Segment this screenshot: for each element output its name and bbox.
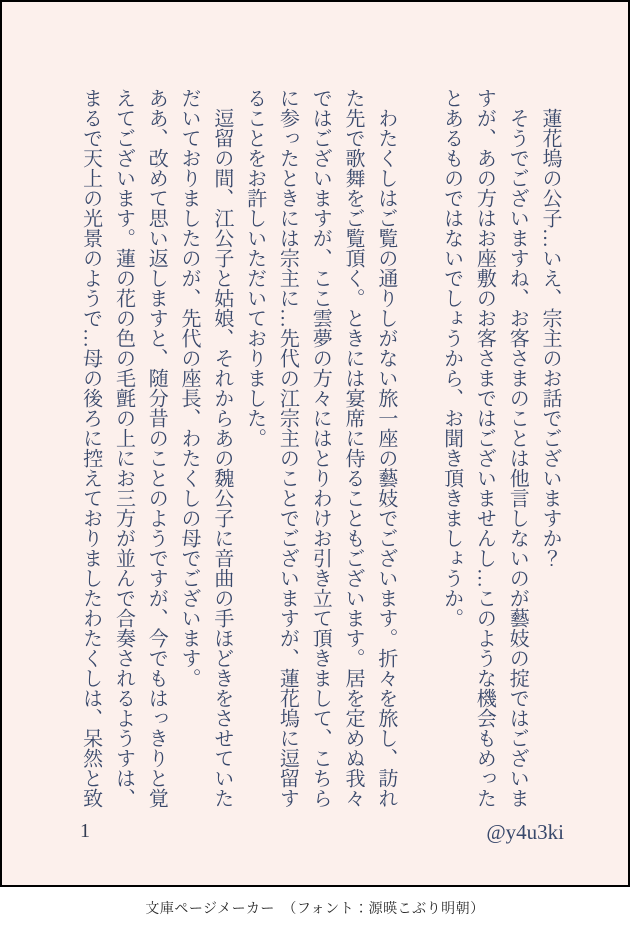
paragraph-5: ああ、改めて思い返しますと、随分昔のことのようですが、今でもはっきりと覚えてございます。蓮の花の色の毛氈の上にお三方が並んで合奏されるようすは、まるで天上の光景のようで…母の後ろに控えておりましたわたくしは、呆然と致 [79, 88, 168, 808]
generator-caption: 文庫ページメーカー （フォント：源暎こぶり明朝） [145, 901, 485, 917]
paragraph-1: 蓮花塢の公子…いえ、宗主のお話でございますか？ [539, 108, 561, 568]
paragraph-2: そうでございますね、お客さまのことは他言しないのが藝妓の掟ではございますが、あの方はお座敷のお客さまではございませんし…このような機会もめったとあるものではないでしょうから、お聞き頂きましょうか。 [440, 88, 529, 808]
paragraph-4: 逗留の間、江公子と姑娘、それからあの魏公子に音曲の手ほどきをさせていただいておりましたのが、先代の座長、わたくしの母でございます。 [178, 88, 233, 808]
novel-text-block [74, 88, 566, 812]
author-handle: @y4u3ki [486, 820, 564, 844]
paragraph-3: わたくしはご覧の通りしがない旅一座の藝妓でございます。折々を旅し、訪れた先で歌舞をご覧頂く。ときには宴席に侍ることもございます。居を定めぬ我々ではございますが、ここ雲夢の方々にはとりわけお引き立て頂きまして、こちらに参ったときには宗主に…先代の江宗主のことでございますが、蓮花塢に逗留することをお許しいただいておりました。 [243, 88, 397, 808]
page-number: 1 [80, 820, 90, 842]
caption-strip [0, 887, 630, 928]
